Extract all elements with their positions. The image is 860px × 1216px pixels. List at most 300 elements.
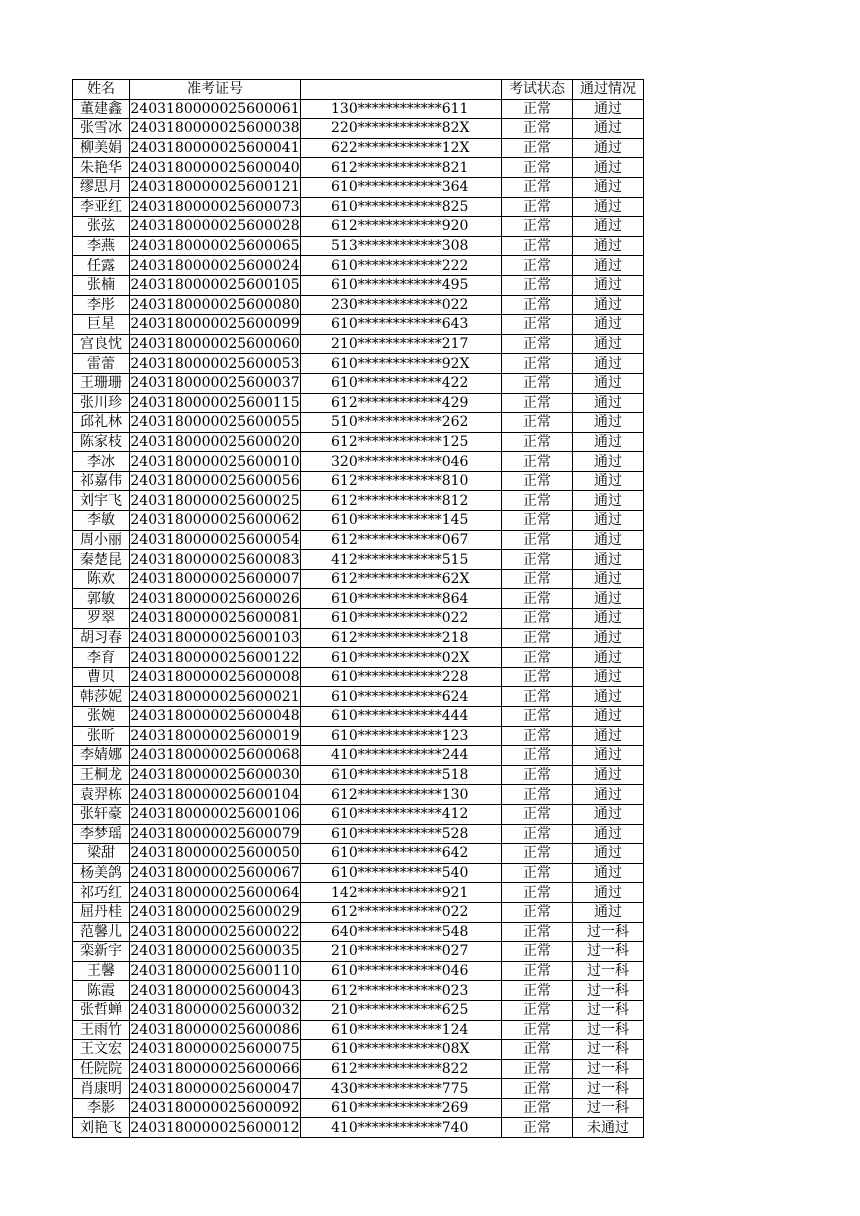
- cell-id-number: 210************217: [301, 334, 502, 354]
- cell-exam-status: 正常: [502, 315, 573, 335]
- cell-ticket-number: 2403180000025600061: [130, 100, 300, 117]
- cell-exam-status: 正常: [502, 334, 573, 354]
- cell-ticket-number: 2403180000025600048: [130, 708, 300, 725]
- cell-ticket-number: 2403180000025600025: [130, 492, 300, 509]
- cell-pass-result: 通过: [573, 687, 644, 707]
- cell-name: 张弦: [73, 217, 130, 237]
- cell-id-number: 610************046: [301, 961, 502, 981]
- cell-id-number: 610************825: [301, 197, 502, 217]
- cell-exam-status: 正常: [502, 1000, 573, 1020]
- cell-name: 肖康明: [73, 1079, 130, 1099]
- cell-ticket-number: 2403180000025600079: [130, 825, 300, 842]
- cell-ticket-number: 2403180000025600106: [130, 806, 300, 823]
- cell-exam-status: 正常: [502, 1040, 573, 1060]
- table-row: [73, 726, 644, 746]
- cell-ticket-number: 2403180000025600019: [130, 727, 300, 744]
- cell-pass-result: 未通过: [573, 1118, 644, 1138]
- cell-ticket-number: 2403180000025600099: [130, 316, 300, 333]
- cell-ticket-number: 2403180000025600053: [130, 355, 300, 372]
- cell-ticket-number: 2403180000025600030: [130, 767, 300, 784]
- cell-id-number: 210************027: [301, 942, 502, 962]
- cell-ticket-number: 2403180000025600040: [130, 159, 300, 176]
- cell-id-number: 412************515: [301, 550, 502, 570]
- cell-name: 张轩豪: [73, 804, 130, 824]
- cell-id-number: 612************812: [301, 491, 502, 511]
- cell-exam-status: 正常: [502, 942, 573, 962]
- cell-pass-result: 过一科: [573, 1079, 644, 1099]
- cell-name: 巨星: [73, 315, 130, 335]
- table-row: [73, 1079, 644, 1099]
- cell-pass-result: 通过: [573, 158, 644, 178]
- cell-id-number: 610************422: [301, 373, 502, 393]
- cell-name: 张雪冰: [73, 119, 130, 139]
- cell-name: 董建鑫: [73, 99, 130, 119]
- table-row: [73, 707, 644, 727]
- table-row: [73, 863, 644, 883]
- cell-name: 陈霞: [73, 981, 130, 1001]
- cell-pass-result: 过一科: [573, 981, 644, 1001]
- cell-ticket-number: 2403180000025600065: [130, 238, 300, 255]
- cell-pass-result: 通过: [573, 726, 644, 746]
- cell-pass-result: 通过: [573, 491, 644, 511]
- cell-id-number: 610************123: [301, 726, 502, 746]
- cell-id-number: 610************528: [301, 824, 502, 844]
- cell-pass-result: 过一科: [573, 942, 644, 962]
- cell-exam-status: 正常: [502, 922, 573, 942]
- cell-ticket-number: 2403180000025600105: [130, 277, 300, 294]
- table-row: [73, 589, 644, 609]
- cell-name: 祁嘉伟: [73, 471, 130, 491]
- cell-ticket-number: 2403180000025600007: [130, 571, 300, 588]
- cell-ticket-number: 2403180000025600038: [130, 120, 300, 137]
- cell-id-number: 612************920: [301, 217, 502, 237]
- cell-id-number: 612************822: [301, 1059, 502, 1079]
- cell-pass-result: 通过: [573, 393, 644, 413]
- cell-pass-result: 通过: [573, 236, 644, 256]
- cell-pass-result: 通过: [573, 824, 644, 844]
- cell-pass-result: 通过: [573, 138, 644, 158]
- table-row: [73, 628, 644, 648]
- cell-ticket-number: 2403180000025600055: [130, 414, 300, 431]
- cell-exam-status: 正常: [502, 354, 573, 374]
- cell-name: 刘宇飞: [73, 491, 130, 511]
- cell-pass-result: 通过: [573, 217, 644, 237]
- cell-id-number: 610************864: [301, 589, 502, 609]
- cell-pass-result: 通过: [573, 667, 644, 687]
- cell-pass-result: 通过: [573, 413, 644, 433]
- cell-id-number: 610************412: [301, 804, 502, 824]
- cell-ticket-number: 2403180000025600115: [130, 394, 300, 411]
- cell-name: 王文宏: [73, 1040, 130, 1060]
- cell-exam-status: 正常: [502, 628, 573, 648]
- cell-name: 陈欢: [73, 569, 130, 589]
- cell-id-number: 610************364: [301, 177, 502, 197]
- results-table: [72, 79, 644, 1138]
- cell-pass-result: 过一科: [573, 1020, 644, 1040]
- table-row: [73, 844, 644, 864]
- cell-exam-status: 正常: [502, 1118, 573, 1138]
- table-row: [73, 491, 644, 511]
- cell-id-number: 612************125: [301, 432, 502, 452]
- cell-exam-status: 正常: [502, 569, 573, 589]
- cell-exam-status: 正常: [502, 197, 573, 217]
- cell-ticket-number: 2403180000025600028: [130, 218, 300, 235]
- cell-exam-status: 正常: [502, 609, 573, 629]
- table-row: [73, 1040, 644, 1060]
- cell-exam-status: 正常: [502, 452, 573, 472]
- table-row: [73, 942, 644, 962]
- cell-exam-status: 正常: [502, 99, 573, 119]
- cell-pass-result: 通过: [573, 511, 644, 531]
- cell-ticket-number: 2403180000025600024: [130, 257, 300, 274]
- cell-ticket-number: 2403180000025600083: [130, 551, 300, 568]
- cell-pass-result: 通过: [573, 295, 644, 315]
- header-row: [73, 80, 644, 100]
- table-row: [73, 922, 644, 942]
- cell-exam-status: 正常: [502, 158, 573, 178]
- header-name: 姓名: [73, 80, 130, 100]
- cell-exam-status: 正常: [502, 804, 573, 824]
- cell-ticket-number: 2403180000025600056: [130, 473, 300, 490]
- cell-pass-result: 通过: [573, 452, 644, 472]
- header-id-number: [301, 80, 502, 100]
- cell-pass-result: 通过: [573, 746, 644, 766]
- cell-ticket-number: 2403180000025600080: [130, 296, 300, 313]
- cell-exam-status: 正常: [502, 177, 573, 197]
- cell-name: 袁羿栋: [73, 785, 130, 805]
- table-row: [73, 883, 644, 903]
- cell-pass-result: 通过: [573, 902, 644, 922]
- cell-id-number: 142************921: [301, 883, 502, 903]
- cell-name: 张哲蝉: [73, 1000, 130, 1020]
- table-row: [73, 648, 644, 668]
- cell-ticket-number: 2403180000025600035: [130, 943, 300, 960]
- cell-ticket-number: 2403180000025600067: [130, 865, 300, 882]
- cell-ticket-number: 2403180000025600021: [130, 688, 300, 705]
- cell-exam-status: 正常: [502, 256, 573, 276]
- cell-pass-result: 通过: [573, 275, 644, 295]
- cell-id-number: 610************92X: [301, 354, 502, 374]
- header-pass-result: 通过情况: [573, 80, 644, 100]
- cell-exam-status: 正常: [502, 863, 573, 883]
- table-row: [73, 99, 644, 119]
- cell-pass-result: 通过: [573, 119, 644, 139]
- cell-name: 范馨儿: [73, 922, 130, 942]
- table-row: [73, 393, 644, 413]
- cell-id-number: 612************218: [301, 628, 502, 648]
- cell-ticket-number: 2403180000025600032: [130, 1002, 300, 1019]
- cell-exam-status: 正常: [502, 648, 573, 668]
- cell-pass-result: 过一科: [573, 922, 644, 942]
- table-row: [73, 354, 644, 374]
- table-row: [73, 961, 644, 981]
- cell-id-number: 610************495: [301, 275, 502, 295]
- cell-id-number: 612************023: [301, 981, 502, 1001]
- cell-pass-result: 通过: [573, 785, 644, 805]
- cell-name: 秦楚昆: [73, 550, 130, 570]
- cell-id-number: 610************124: [301, 1020, 502, 1040]
- cell-pass-result: 通过: [573, 648, 644, 668]
- cell-pass-result: 通过: [573, 354, 644, 374]
- cell-pass-result: 通过: [573, 804, 644, 824]
- cell-id-number: 612************429: [301, 393, 502, 413]
- cell-pass-result: 通过: [573, 197, 644, 217]
- table-row: [73, 1059, 644, 1079]
- cell-exam-status: 正常: [502, 824, 573, 844]
- cell-pass-result: 过一科: [573, 1040, 644, 1060]
- cell-id-number: 230************022: [301, 295, 502, 315]
- cell-pass-result: 通过: [573, 530, 644, 550]
- cell-name: 王雨竹: [73, 1020, 130, 1040]
- cell-ticket-number: 2403180000025600064: [130, 884, 300, 901]
- cell-id-number: 320************046: [301, 452, 502, 472]
- cell-exam-status: 正常: [502, 119, 573, 139]
- cell-pass-result: 过一科: [573, 1059, 644, 1079]
- cell-pass-result: 通过: [573, 315, 644, 335]
- table-row: [73, 452, 644, 472]
- header-exam-status: 考试状态: [502, 80, 573, 100]
- cell-pass-result: 通过: [573, 373, 644, 393]
- cell-pass-result: 通过: [573, 707, 644, 727]
- cell-ticket-number: 2403180000025600092: [130, 1100, 300, 1117]
- cell-pass-result: 通过: [573, 609, 644, 629]
- table-row: [73, 550, 644, 570]
- cell-pass-result: 通过: [573, 177, 644, 197]
- cell-pass-result: 通过: [573, 99, 644, 119]
- table-row: [73, 432, 644, 452]
- cell-pass-result: 通过: [573, 569, 644, 589]
- cell-exam-status: 正常: [502, 589, 573, 609]
- cell-pass-result: 通过: [573, 471, 644, 491]
- cell-name: 梁甜: [73, 844, 130, 864]
- table-row: [73, 177, 644, 197]
- cell-id-number: 612************62X: [301, 569, 502, 589]
- cell-name: 罗翠: [73, 609, 130, 629]
- table-row: [73, 824, 644, 844]
- cell-ticket-number: 2403180000025600047: [130, 1080, 300, 1097]
- cell-name: 栾新宇: [73, 942, 130, 962]
- cell-name: 张川珍: [73, 393, 130, 413]
- table-row: [73, 902, 644, 922]
- cell-id-number: 640************548: [301, 922, 502, 942]
- table-row: [73, 1118, 644, 1138]
- cell-exam-status: 正常: [502, 138, 573, 158]
- cell-ticket-number: 2403180000025600075: [130, 1041, 300, 1058]
- table-row: [73, 158, 644, 178]
- cell-id-number: 610************624: [301, 687, 502, 707]
- cell-name: 李育: [73, 648, 130, 668]
- cell-name: 邱礼林: [73, 413, 130, 433]
- cell-ticket-number: 2403180000025600104: [130, 786, 300, 803]
- cell-ticket-number: 2403180000025600110: [130, 963, 300, 980]
- cell-ticket-number: 2403180000025600073: [130, 198, 300, 215]
- cell-ticket-number: 2403180000025600026: [130, 590, 300, 607]
- table-row: [73, 687, 644, 707]
- cell-pass-result: 通过: [573, 334, 644, 354]
- cell-id-number: 610************228: [301, 667, 502, 687]
- table-row: [73, 667, 644, 687]
- cell-name: 郭敏: [73, 589, 130, 609]
- cell-name: 李彤: [73, 295, 130, 315]
- cell-exam-status: 正常: [502, 471, 573, 491]
- cell-exam-status: 正常: [502, 1098, 573, 1118]
- cell-name: 李梦瑶: [73, 824, 130, 844]
- cell-id-number: 610************145: [301, 511, 502, 531]
- cell-name: 周小丽: [73, 530, 130, 550]
- cell-name: 李婧娜: [73, 746, 130, 766]
- cell-exam-status: 正常: [502, 295, 573, 315]
- cell-ticket-number: 2403180000025600010: [130, 453, 300, 470]
- cell-exam-status: 正常: [502, 1059, 573, 1079]
- cell-name: 陈家枝: [73, 432, 130, 452]
- cell-exam-status: 正常: [502, 961, 573, 981]
- table-row: [73, 256, 644, 276]
- cell-pass-result: 通过: [573, 883, 644, 903]
- cell-name: 祁巧红: [73, 883, 130, 903]
- cell-id-number: 610************269: [301, 1098, 502, 1118]
- cell-exam-status: 正常: [502, 667, 573, 687]
- cell-ticket-number: 2403180000025600062: [130, 512, 300, 529]
- cell-exam-status: 正常: [502, 530, 573, 550]
- cell-name: 刘艳飞: [73, 1118, 130, 1138]
- table-row: [73, 511, 644, 531]
- cell-name: 任露: [73, 256, 130, 276]
- table-row: [73, 334, 644, 354]
- cell-name: 胡习春: [73, 628, 130, 648]
- cell-exam-status: 正常: [502, 511, 573, 531]
- cell-pass-result: 过一科: [573, 1000, 644, 1020]
- cell-pass-result: 通过: [573, 628, 644, 648]
- cell-name: 张婉: [73, 707, 130, 727]
- table-row: [73, 1098, 644, 1118]
- cell-id-number: 410************740: [301, 1118, 502, 1138]
- cell-ticket-number: 2403180000025600050: [130, 845, 300, 862]
- cell-name: 曹贝: [73, 667, 130, 687]
- table-row: [73, 295, 644, 315]
- cell-pass-result: 过一科: [573, 961, 644, 981]
- cell-ticket-number: 2403180000025600103: [130, 629, 300, 646]
- cell-pass-result: 过一科: [573, 1098, 644, 1118]
- cell-id-number: 513************308: [301, 236, 502, 256]
- table-body: [73, 99, 644, 1137]
- cell-exam-status: 正常: [502, 726, 573, 746]
- table-row: [73, 609, 644, 629]
- cell-name: 朱艳华: [73, 158, 130, 178]
- cell-name: 王珊珊: [73, 373, 130, 393]
- cell-ticket-number: 2403180000025600022: [130, 923, 300, 940]
- cell-exam-status: 正常: [502, 981, 573, 1001]
- cell-id-number: 210************625: [301, 1000, 502, 1020]
- cell-id-number: 610************222: [301, 256, 502, 276]
- cell-id-number: 610************643: [301, 315, 502, 335]
- cell-exam-status: 正常: [502, 765, 573, 785]
- table-row: [73, 981, 644, 1001]
- cell-pass-result: 通过: [573, 844, 644, 864]
- cell-pass-result: 通过: [573, 765, 644, 785]
- table-row: [73, 1020, 644, 1040]
- cell-name: 韩莎妮: [73, 687, 130, 707]
- cell-ticket-number: 2403180000025600081: [130, 610, 300, 627]
- cell-id-number: 612************130: [301, 785, 502, 805]
- table-row: [73, 197, 644, 217]
- cell-exam-status: 正常: [502, 550, 573, 570]
- table-row: [73, 785, 644, 805]
- cell-name: 张昕: [73, 726, 130, 746]
- table-row: [73, 275, 644, 295]
- cell-exam-status: 正常: [502, 746, 573, 766]
- cell-name: 屈丹桂: [73, 902, 130, 922]
- cell-exam-status: 正常: [502, 883, 573, 903]
- cell-name: 王馨: [73, 961, 130, 981]
- cell-exam-status: 正常: [502, 707, 573, 727]
- table-row: [73, 569, 644, 589]
- cell-name: 雷蕾: [73, 354, 130, 374]
- cell-name: 任院院: [73, 1059, 130, 1079]
- cell-name: 李亚红: [73, 197, 130, 217]
- cell-pass-result: 通过: [573, 432, 644, 452]
- header-ticket-number: 准考证号: [130, 80, 301, 100]
- cell-name: 张楠: [73, 275, 130, 295]
- cell-id-number: 610************08X: [301, 1040, 502, 1060]
- cell-ticket-number: 2403180000025600043: [130, 982, 300, 999]
- cell-pass-result: 通过: [573, 550, 644, 570]
- table-row: [73, 119, 644, 139]
- cell-id-number: 410************244: [301, 746, 502, 766]
- cell-exam-status: 正常: [502, 373, 573, 393]
- table-row: [73, 315, 644, 335]
- cell-id-number: 612************022: [301, 902, 502, 922]
- cell-ticket-number: 2403180000025600066: [130, 1060, 300, 1077]
- cell-id-number: 610************642: [301, 844, 502, 864]
- cell-pass-result: 通过: [573, 589, 644, 609]
- cell-name: 杨美鸽: [73, 863, 130, 883]
- cell-ticket-number: 2403180000025600020: [130, 433, 300, 450]
- cell-name: 宫良忱: [73, 334, 130, 354]
- cell-id-number: 220************82X: [301, 119, 502, 139]
- cell-exam-status: 正常: [502, 236, 573, 256]
- cell-id-number: 612************821: [301, 158, 502, 178]
- cell-exam-status: 正常: [502, 1079, 573, 1099]
- table-row: [73, 413, 644, 433]
- table-row: [73, 471, 644, 491]
- cell-name: 缪思月: [73, 177, 130, 197]
- cell-exam-status: 正常: [502, 491, 573, 511]
- cell-exam-status: 正常: [502, 393, 573, 413]
- cell-id-number: 430************775: [301, 1079, 502, 1099]
- cell-id-number: 130************611: [301, 99, 502, 119]
- table-row: [73, 373, 644, 393]
- cell-ticket-number: 2403180000025600121: [130, 179, 300, 196]
- cell-ticket-number: 2403180000025600029: [130, 904, 300, 921]
- cell-exam-status: 正常: [502, 687, 573, 707]
- cell-exam-status: 正常: [502, 432, 573, 452]
- table-row: [73, 765, 644, 785]
- cell-id-number: 612************067: [301, 530, 502, 550]
- table-row: [73, 530, 644, 550]
- cell-name: 李燕: [73, 236, 130, 256]
- table-row: [73, 1000, 644, 1020]
- cell-ticket-number: 2403180000025600060: [130, 336, 300, 353]
- cell-id-number: 610************02X: [301, 648, 502, 668]
- cell-ticket-number: 2403180000025600054: [130, 531, 300, 548]
- cell-id-number: 510************262: [301, 413, 502, 433]
- cell-id-number: 612************810: [301, 471, 502, 491]
- cell-exam-status: 正常: [502, 413, 573, 433]
- cell-ticket-number: 2403180000025600037: [130, 375, 300, 392]
- cell-pass-result: 通过: [573, 863, 644, 883]
- cell-name: 李影: [73, 1098, 130, 1118]
- cell-exam-status: 正常: [502, 1020, 573, 1040]
